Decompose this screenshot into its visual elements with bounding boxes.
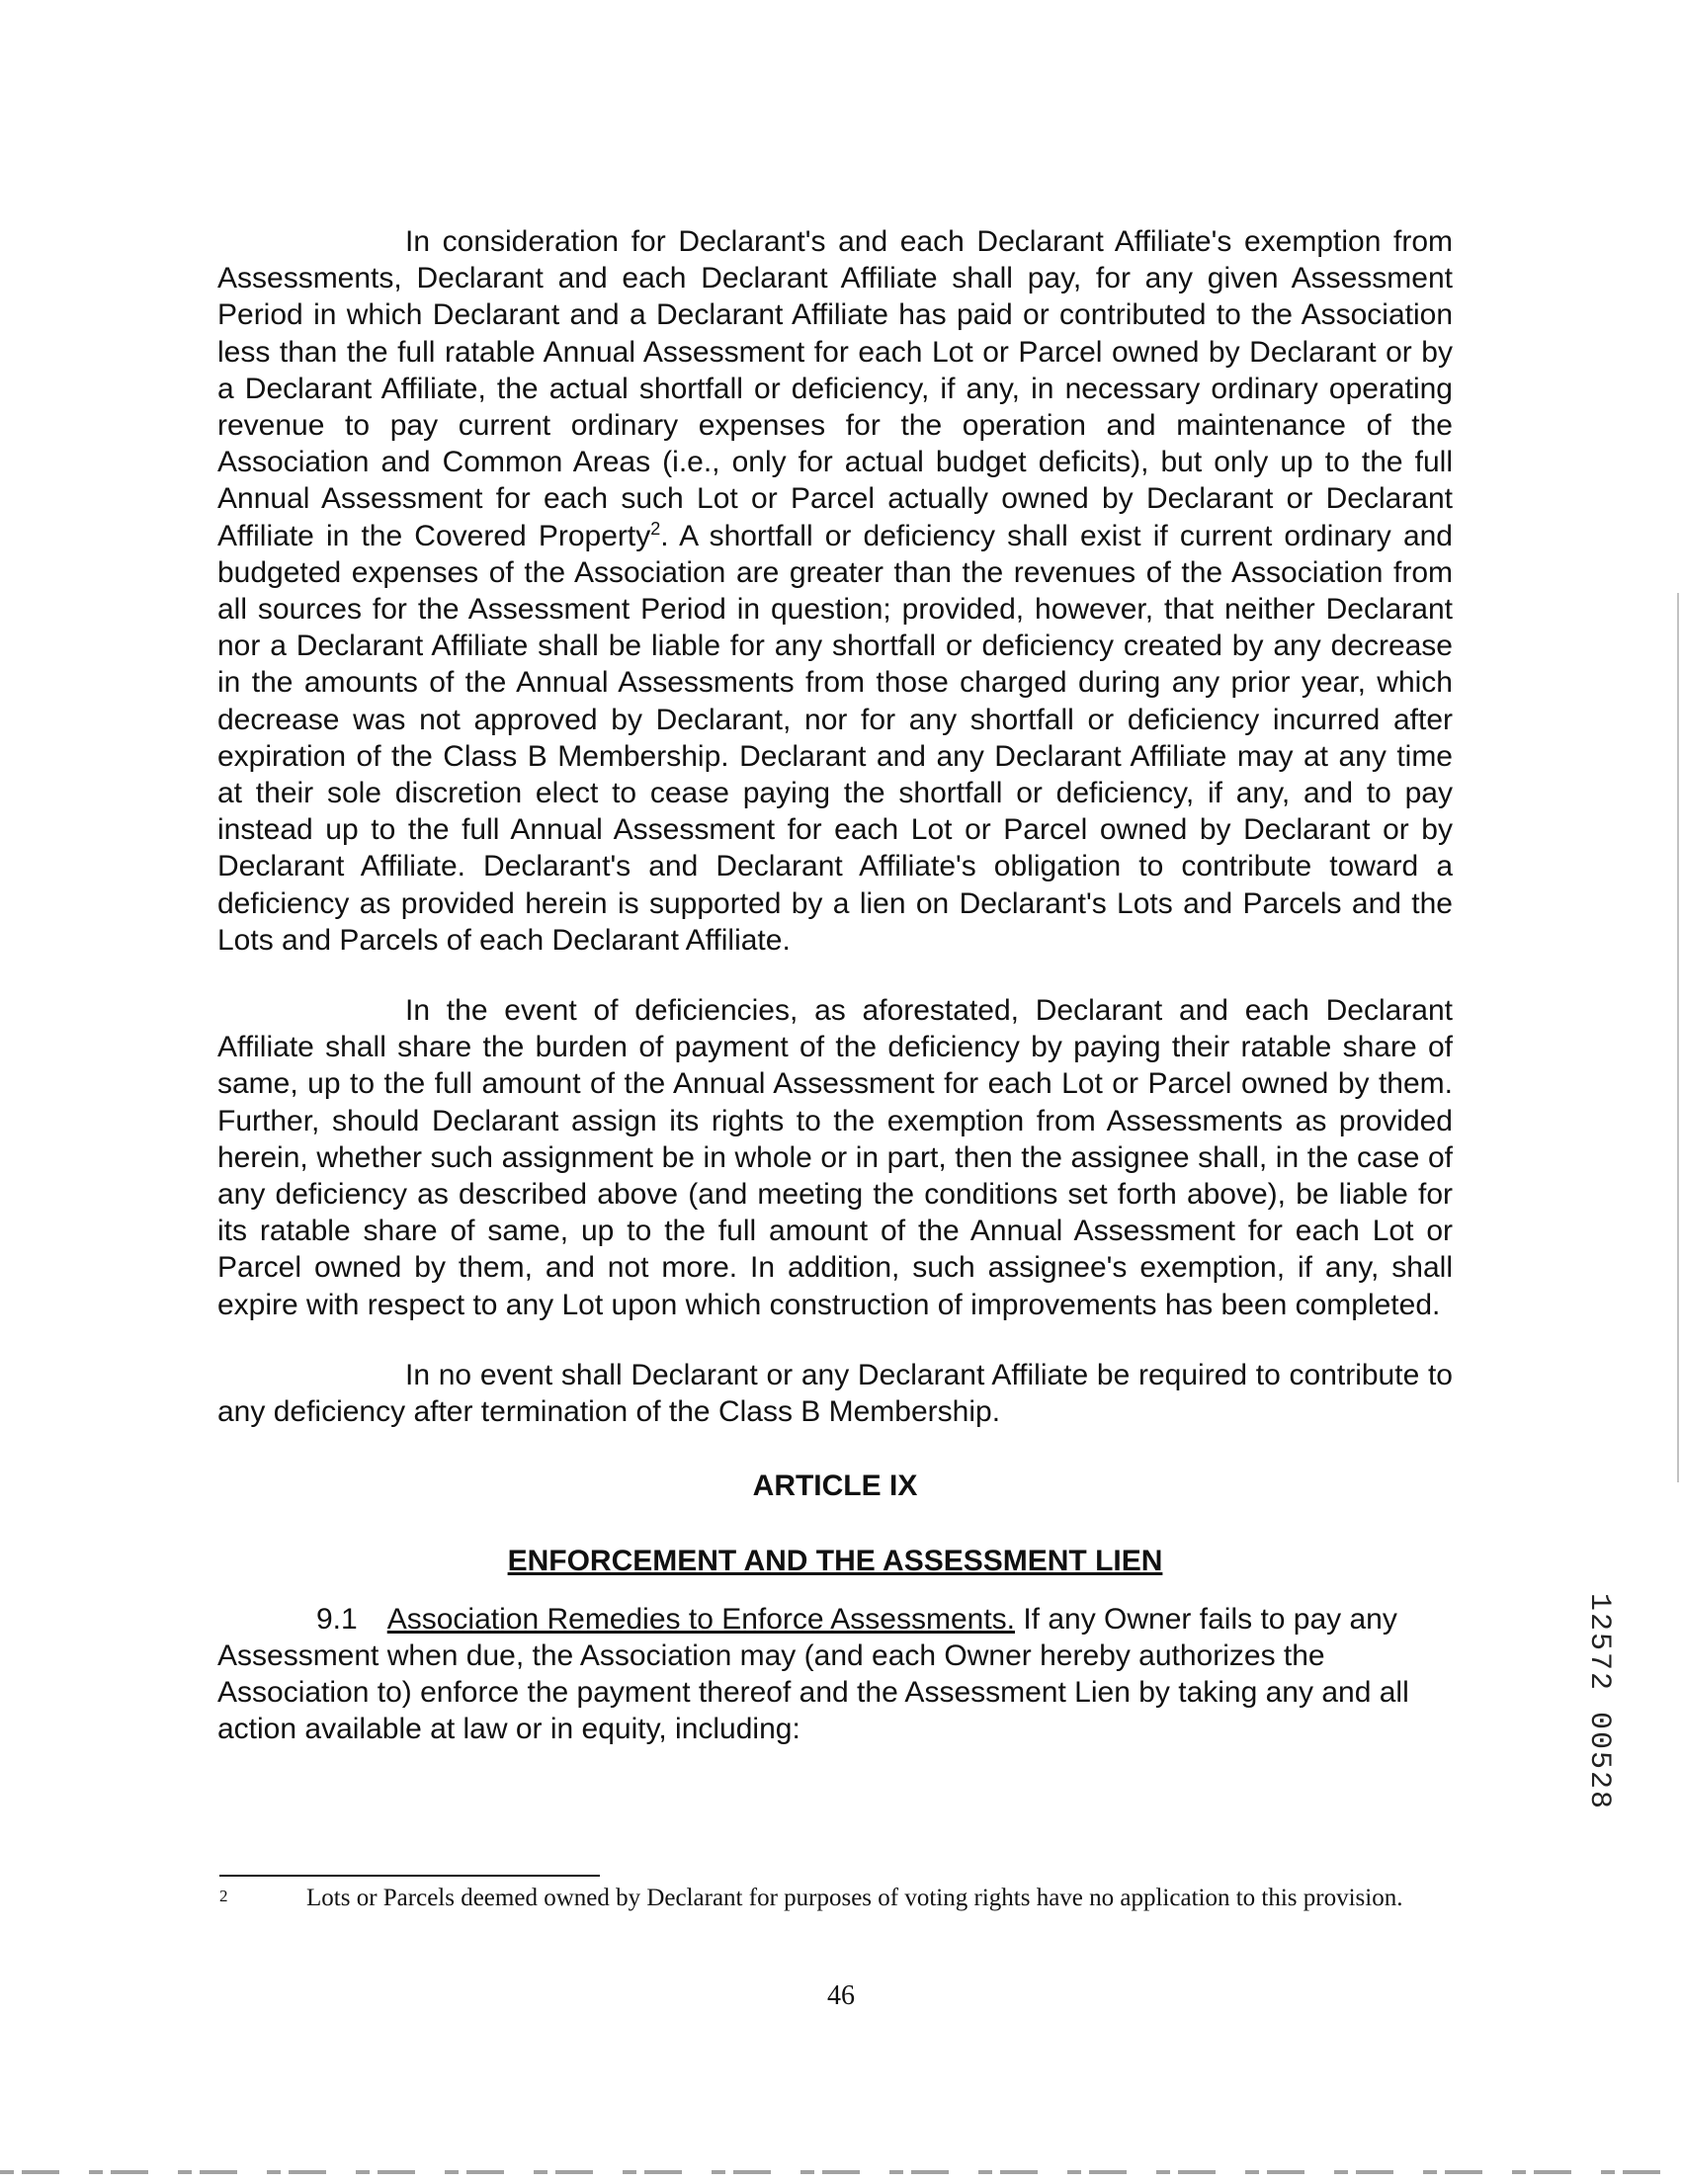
- article-heading: ARTICLE IX: [752, 1470, 918, 1503]
- paragraph-declarant-exemption: [217, 223, 1453, 959]
- section-9-1: [217, 1601, 1453, 1748]
- footnote: [219, 1881, 1445, 1916]
- document-body: [217, 223, 1453, 1748]
- paragraph-no-event: In no event shall Declarant or any Declarant Affiliate be required to contribute to any deficiency after termination of the Class B Membership.: [217, 1358, 1453, 1429]
- footnote-divider: [219, 1875, 600, 1877]
- section-title: Association Remedies to Enforce Assessments.: [386, 1602, 1016, 1636]
- paragraph-deficiencies: In the event of deficiencies, as aforestated, Declarant and each Declarant Affiliate shall share the burden of payment of the deficiency by paying their ratable share of same, up to the full amount of the Annual Assessment for each Lot or Parcel owned by them. Further, should Declarant assign its rights to the exemption from Assessments as provided herein, whether such assignment be in whole or in part, then the assignee shall, in the case of any deficiency as described above (and meeting the conditions set forth above), be liable for its ratable share of same, up to the full amount of the Annual Assessment for each Lot or Parcel owned by them, and not more. In addition, such assignee's exemption, if any, shall expire with respect to any Lot upon which construction of improvements has been completed.: [217, 994, 1453, 1321]
- footnote-reference: 2: [650, 518, 661, 539]
- footnote-mark: 2: [219, 1887, 228, 1905]
- recording-stamp-text: 12572 00528: [1582, 1593, 1616, 1811]
- scan-edge-artifact: [0, 2170, 1682, 2174]
- article-title: ENFORCEMENT AND THE ASSESSMENT LIEN: [507, 1544, 1163, 1577]
- recording-stamp: [1582, 1593, 1636, 1870]
- paragraph-text: In consideration for Declarant's and each Declarant Affiliate's exemption from Assessments, Declarant and each Declarant Affiliate shall pay, for any given Assessment Period in which Declarant and a Declarant Affiliate has paid or contributed to the Association less than the full ratable Annual Assessment for each Lot or Parcel owned by Declarant or by a Declarant Affiliate, the actual shortfall or deficiency, if any, in necessary ordinary operating revenue to pay current ordinary expenses for the operation and maintenance of the Association and Common Areas (i.e., only for actual budget deficits), but only up to the full Annual Assessment for each such Lot or Parcel actually owned by Declarant or Declarant Affiliate in the Covered Property: [217, 225, 1453, 552]
- section-body: If any Owner fails to pay any Assessment when due, the Association may (and each Owner hereby authorizes the Association to) enforce the payment thereof and the Assessment Lien by taking any and all action available at law or in equity, including:: [217, 1602, 1409, 1746]
- scan-right-edge: [1677, 593, 1679, 1482]
- section-number: 9.1: [316, 1602, 358, 1636]
- footnote-text: Lots or Parcels deemed owned by Declarant for purposes of voting rights have no application to this provision.: [306, 1885, 1403, 1911]
- paragraph-text-continued: . A shortfall or deficiency shall exist if current ordinary and budgeted expenses of the Association are greater than the revenues of the Association from all sources for the Assessment Period in question; provided, however, that neither Declarant nor a Declarant Affiliate shall be liable for any shortfall or deficiency created by any decrease in the amounts of the Annual Assessments from those charged during any prior year, which decrease was not approved by Declarant, nor for any shortfall or deficiency incurred after expiration of the Class B Membership. Declarant and any Declarant Affiliate may at any time at their sole discretion elect to cease paying the shortfall or deficiency, if any, and to pay instead up to the full Annual Assessment for each Lot or Parcel owned by Declarant or by Declarant Affiliate. Declarant's and Declarant Affiliate's obligation to contribute toward a deficiency as provided herein is supported by a lien on Declarant's Lots and Parcels and the Lots and Parcels of each Declarant Affiliate.: [217, 519, 1453, 957]
- page-number: 46: [827, 1980, 855, 2011]
